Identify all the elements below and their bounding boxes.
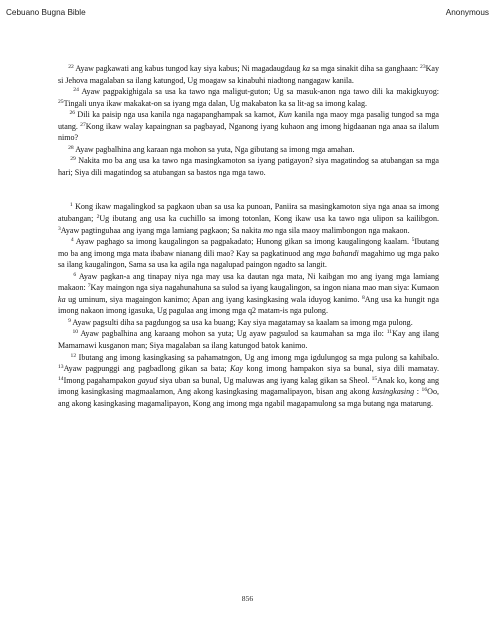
verse-text: Dili ka paisip nga usa kanila nga nagapanghampak sa kamot, — [75, 110, 279, 120]
verse-number: 8 — [361, 294, 365, 301]
verse-number: 26 — [69, 110, 76, 116]
italic-text: mga bahandi — [316, 248, 359, 258]
verse-text: Ayaw pagpakighigala sa usa ka tawo nga maligut-guton; Ug sa masuk-anon nga tawo dili ka makigkuyog: — [78, 87, 439, 97]
verse-text: Kong ikaw magalingkod sa pagkaon uban sa usa ka punoan, Paniira sa masingkamoton siya nga anaa sa imong atubangan; — [58, 202, 439, 224]
italic-text: ka — [58, 294, 66, 304]
verse-text: Imong pagahampakon — [63, 375, 138, 385]
verse-text: nga sila maoy malimbongon nga makaon. — [273, 225, 410, 235]
verse-number: 10 — [72, 329, 79, 336]
verse-text: Tingali unya ikaw makakat-on sa iyang mga dalan, Ug makabaton ka sa lit-ag sa imong kalag. — [63, 98, 367, 108]
verse-text: Kong ikaw walay kapaingnan sa pagbayad, Nganong iyang kuhaon ang imong higdaanan nga anaa sa ilalum nimo? — [58, 121, 439, 143]
verse-number: 22 — [68, 63, 74, 70]
verse-text: Ibutang mo ba ang imong mga mata ibabaw nianang dili mao? Kay sa pagkatinuod ang — [58, 237, 439, 258]
verse-text: Ayaw pagkan-a ang tinapay niya nga may usa ka dautan nga mata, Ni kaibgan mo ang iyang mga lamiang makaon: — [58, 271, 439, 293]
verse-paragraph — [58, 86, 439, 109]
verse-number: 28 — [68, 144, 74, 151]
scripture-text — [58, 63, 439, 409]
verse-paragraph — [58, 328, 439, 351]
verse-text: Ug ibutang ang usa ka cuchillo sa imong totonlan, Kong ikaw usa ka tawo nga ulipon sa kailibgon. — [99, 214, 439, 224]
italic-text: Kay — [230, 364, 243, 374]
verse-text: Kay si Jehova magalaban sa ilang katungod, Ug moagaw sa kinabuhi niadtong nangagaw kanila. — [58, 64, 440, 85]
verse-text: Nakita mo ba ang usa ka tawo nga masingkamoton sa iyang patigayon? siya magatindog sa atubangan sa mga hari; Siya dili magatindog sa atubangan sa bastos nga mga tawo. — [58, 156, 440, 177]
verse-number: 16 — [421, 387, 428, 394]
verse-number: 1 — [69, 202, 73, 209]
running-header — [6, 8, 489, 17]
italic-text: gayud — [137, 375, 158, 385]
italic-text: kasingkasing — [372, 387, 415, 397]
verse-paragraph — [58, 144, 439, 156]
book-title: Cebuano Bugna Bible — [6, 8, 86, 17]
verse-text: magahimo ug mga pako sa ilang kaugalingon, Sama sa usa ka agila nga nagalupad paingon ngadto sa langit. — [58, 248, 440, 270]
verse-paragraph — [58, 271, 439, 317]
verse-paragraph — [58, 201, 439, 236]
italic-text: mo — [263, 225, 274, 235]
verse-number: 15 — [371, 375, 378, 382]
verse-number: 9 — [68, 317, 71, 324]
verse-text: Ayaw pagtinguhaa ang iyang mga lamiang pagkaon; Sa nakita — [60, 225, 264, 235]
verse-text: kanila nga maoy mga pasalig tungod sa mga utang. — [58, 110, 439, 131]
verse-text: Anak ko, kong ang imong kasingkasing magmaalamon, Ang akong kasingkasing magamalipayon, bisan ang akong — [58, 375, 439, 397]
verse-paragraph — [58, 63, 439, 86]
verse-number: 13 — [58, 363, 64, 370]
italic-text: Kun — [278, 110, 292, 120]
verse-text: Oo, ang akong kasingkasing magamalipayon, Kong ang imong mga ngabil magapamulong sa mga butang nga matarung. — [58, 387, 439, 408]
verse-number: 11 — [386, 329, 393, 336]
verse-paragraph — [58, 236, 439, 271]
verse-text: Kay ang ilang Mamamawi kusganon man; Siya magalaban sa ilang katungod batok kanimo. — [58, 329, 439, 351]
verse-text: siya uban sa bunal, Ug maluwas ang iyang kalag gikan sa Sheol. — [157, 375, 372, 385]
verse-text: Ang usa ka hungit nga imong nakaon imong igasuka, Ug pagulaa ang imong mga q2 matam-is nga pulong. — [58, 294, 439, 316]
author-name: Anonymous — [445, 8, 489, 17]
verse-number: 29 — [70, 156, 76, 163]
verse-text: Ibutang ang imong kasingkasing sa pahamatngon, Ug ang imong mga igdulungog sa mga pulong sa kahibalo. — [76, 352, 439, 362]
verse-text: sa mga sinakit diha sa ganghaan: — [310, 64, 421, 73]
verse-text: Ayaw pagkawati ang kabus tungod kay siya kabus; Ni magadaugdaug — [73, 64, 303, 73]
verse-text: : — [414, 387, 422, 397]
verse-paragraph — [58, 317, 439, 329]
verse-text: ug uminum, siya magaingon kanimo; Apan ang iyang kasingkasing wala iduyog kanimo. — [65, 294, 362, 304]
verse-number: 23 — [420, 63, 426, 70]
verse-text: Kay maingon nga siya nagahunahuna sa sulod sa iyang kaugalingon, sa ingon niana mao man siya: Kumaon — [90, 283, 439, 293]
verse-number: 7 — [87, 283, 91, 290]
verse-number: 6 — [73, 271, 77, 278]
verse-number: 27 — [80, 121, 86, 128]
verse-number: 12 — [70, 352, 77, 359]
verse-text: Ayaw pagbalhina ang karaang mohon sa yuta; Ug ayaw pagsulod sa kaumahan sa mga ilo: — [78, 329, 387, 339]
verse-text: kong imong hampakon siya sa bunal, siya dili mamatay. — [242, 364, 439, 374]
verse-paragraph — [58, 109, 439, 144]
verse-number: 24 — [73, 86, 79, 93]
verse-text: Ayaw pagsulti diha sa pagdungog sa usa ka buang; Kay siya magatamay sa kaalam sa imong mga pulong. — [70, 317, 413, 327]
verse-text: Ayaw paghago sa imong kaugalingon sa pagpakadato; Hunong gikan sa imong kaugalingong kaalam. — [73, 237, 412, 247]
verse-paragraph — [58, 155, 439, 178]
italic-text: ka — [302, 64, 311, 73]
verse-text: Ayaw pagbalhina ang karaan nga mohon sa yuta, Nga gibutang sa imong mga amahan. — [73, 144, 355, 154]
verse-number: 25 — [58, 98, 64, 105]
verse-text: Ayaw pagpunggi ang pagbadlong gikan sa bata; — [63, 364, 231, 374]
verse-number: 5 — [411, 236, 415, 243]
verse-number: 3 — [58, 225, 61, 232]
page-number: 856 — [241, 594, 254, 603]
verse-paragraph — [58, 352, 439, 410]
verse-number: 4 — [70, 236, 74, 243]
verse-number: 14 — [58, 375, 64, 382]
verse-number: 2 — [96, 213, 100, 220]
